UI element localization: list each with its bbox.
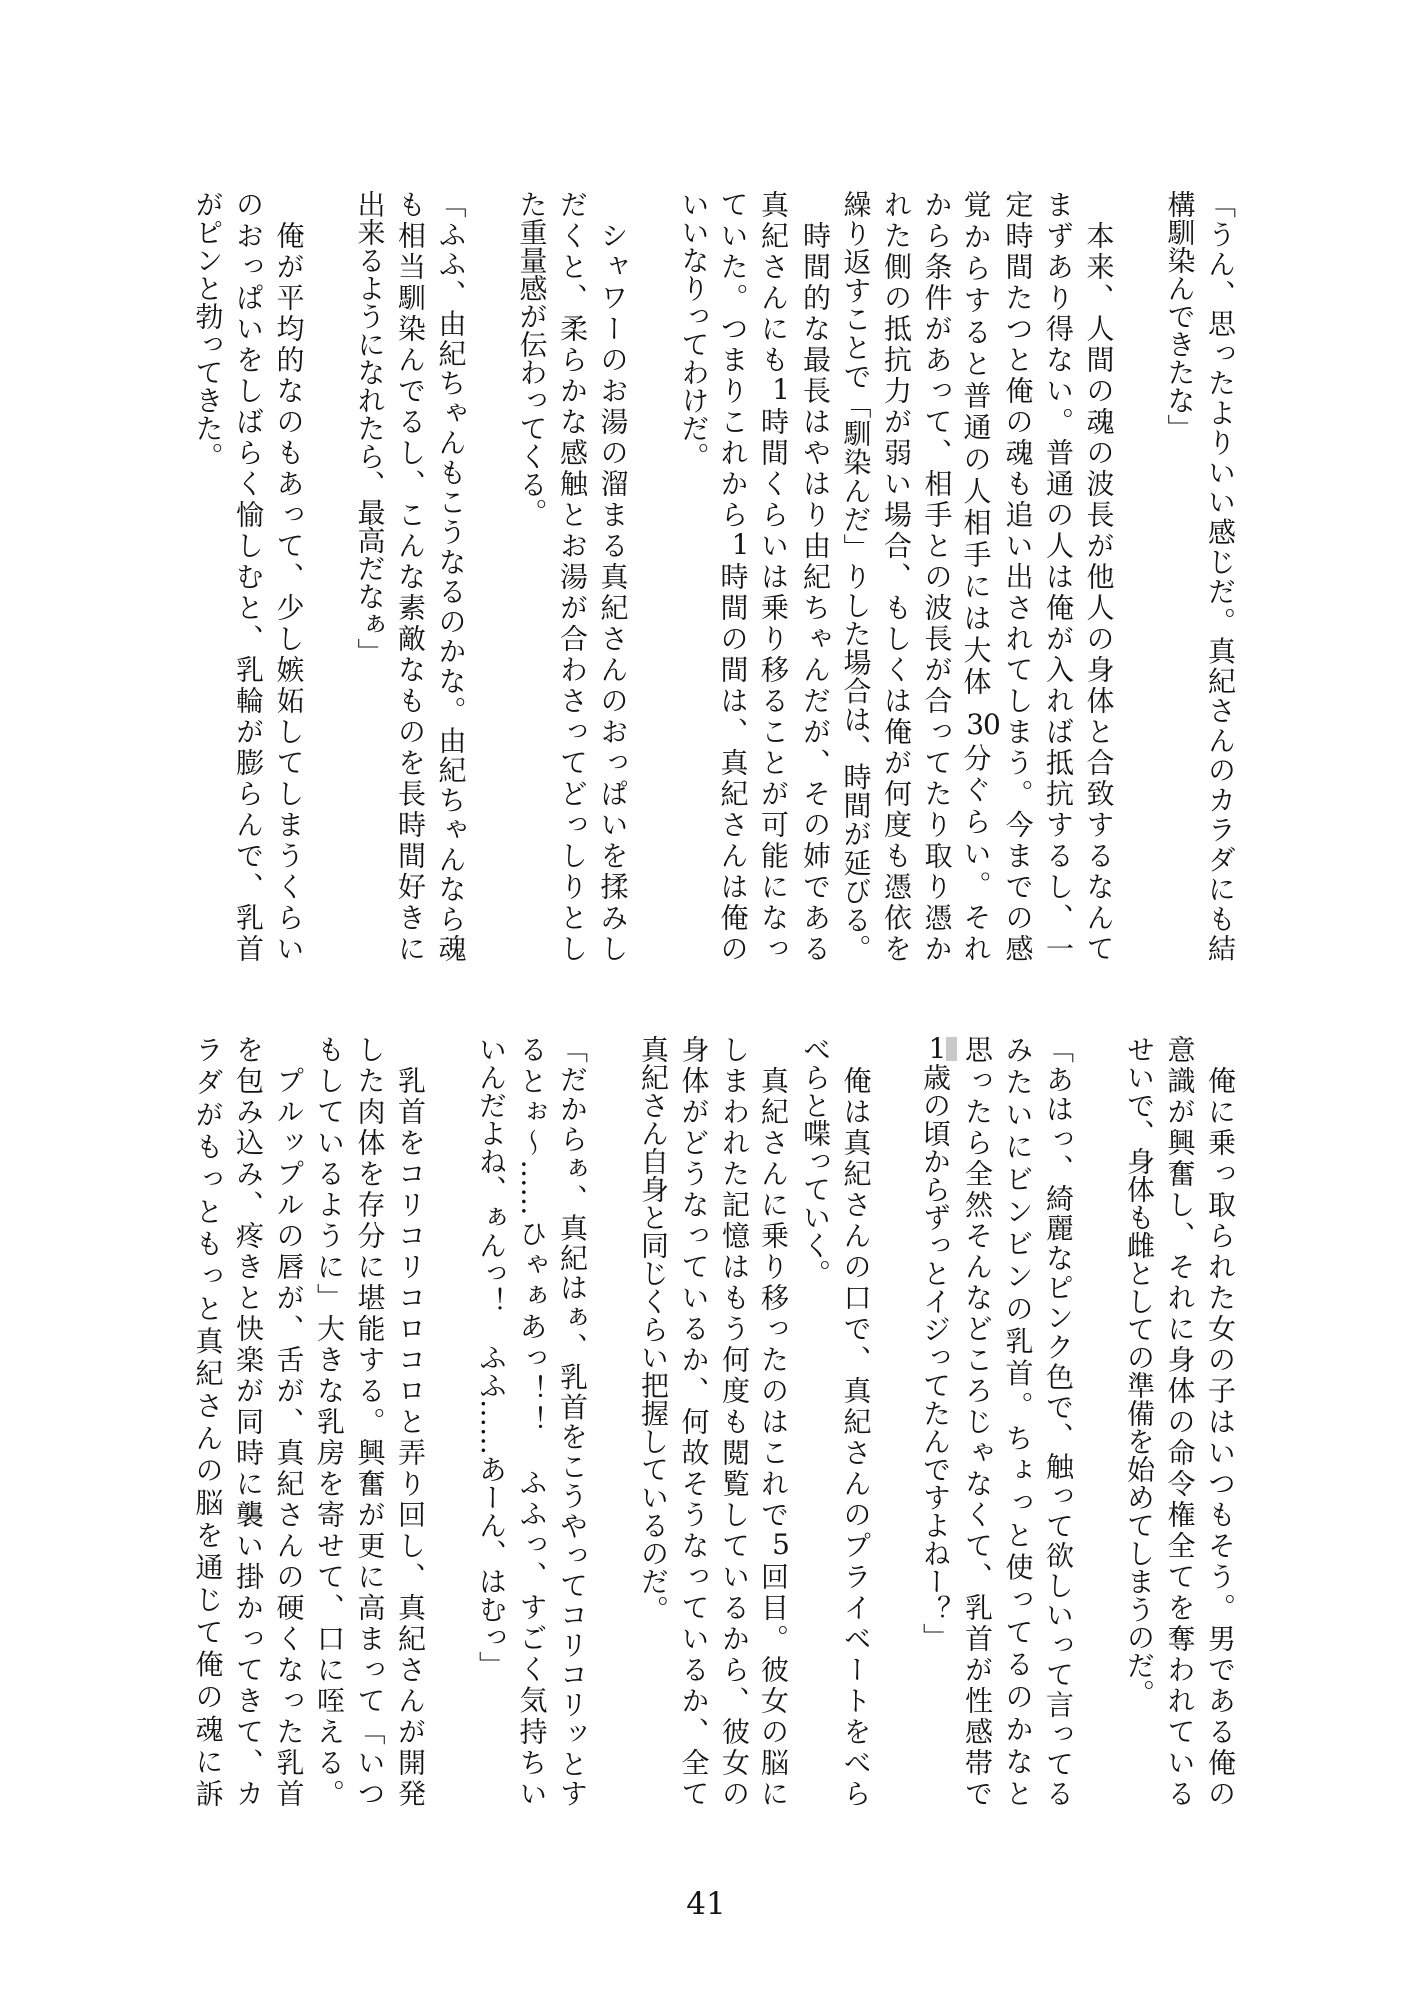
text-column: ていた。つまりこれから1時間の間は、真紀さんは俺の	[714, 190, 755, 962]
text-column: プルップルの唇が、舌が、真紀さんの硬くなった乳首	[272, 1035, 306, 1807]
text-column: 「うん、思ったよりいい感じだ。真紀さんのカラダにも結	[1204, 190, 1237, 962]
text-column: 「だからぁ、真紀はぁ、乳首をこうやってコリコリッとす	[556, 1035, 589, 1807]
text-column: 俺に乗っ取られた女の子はいつもそう。男である俺の	[1204, 1035, 1237, 1807]
text-column: 俺は真紀さんの口で、真紀さんのプライベートをべら	[839, 1035, 873, 1807]
text-column: 「あはっ、綺麗なピンク色で、触って欲しいって言ってる	[1042, 1035, 1075, 1807]
text-column: もしているように」大きな乳房を寄せて、口に咥える。	[313, 1035, 346, 1807]
blank-column	[633, 190, 674, 962]
blank-column	[309, 190, 350, 962]
text-column: 定時間たつと俺の魂も追い出されてしまう。今までの感	[1001, 190, 1035, 962]
redaction-box	[946, 1037, 956, 1061]
text-column: しまわれた記憶はもう何度も閲覧しているから、彼女の	[718, 1035, 751, 1807]
upright-numeral: 1	[929, 1035, 957, 1063]
text-column: 身体がどうなっているか、何故そうなっているか、全て	[677, 1035, 711, 1807]
text-column: まずあり得ない。普通の人は俺が入れば抵抗するし、一	[1042, 190, 1075, 962]
text-column: 繰り返すことで「馴染んだ」りした場合は、時間が延びる。	[839, 190, 873, 962]
text-column: 意識が興奮し、それに身体の命令権全てを奪われている	[1163, 1035, 1197, 1807]
text-column: 「ふふ、由紀ちゃんもこうなるのかな。由紀ちゃんなら魂	[434, 190, 468, 963]
text-column: を包み込み、疼きと快楽が同時に襲い掛かってきて、カ	[232, 1035, 265, 1807]
text-column: 俺が平均的なのもあって、少し嫉妬してしまうくらい	[272, 190, 306, 962]
text-column: 1 歳の頃からずっとイジってたんですよねー？」	[916, 1035, 957, 1807]
text-column: 真紀さん自身と同じくらい把握しているのだ。	[637, 1035, 670, 1623]
text-column: 思ったら全然そんなどころじゃなくて、乳首が性感帯で	[961, 1035, 994, 1807]
text-column: みたいにビンビンの乳首。ちょっと使ってるのかなと	[1001, 1035, 1035, 1807]
upright-numeral: 1	[731, 528, 749, 561]
text-column: ラダがもっともっと真紀さんの脳を通じて俺の魂に訴	[191, 1035, 225, 1808]
text-column: 出来るようになれたら、最高だなぁ」	[353, 190, 387, 666]
blank-column	[1119, 190, 1160, 962]
blank-column	[592, 1035, 633, 1807]
text-column: も相当馴染んでるし、こんな素敵なものを長時間好きに	[394, 190, 427, 962]
text-column: た重量感が伝わってくる。	[515, 190, 549, 526]
page-number: 41	[686, 1886, 726, 1922]
text-column: だくと、柔らかな感触とお湯が合わさってどっしりとし	[556, 190, 589, 962]
blank-column	[430, 1035, 471, 1807]
blank-column	[471, 190, 512, 962]
text-column: 真紀さんにも1時間くらいは乗り移ることが可能になっ	[754, 190, 795, 962]
upright-numeral: 1	[772, 373, 789, 406]
text-column: シャワーのお湯の溜まる真紀さんのおっぱいを揉みし	[596, 190, 630, 962]
text-block-top	[187, 190, 1240, 962]
text-column: 覚からすると普通の人相手には大体 30分ぐらい。それ	[959, 190, 1000, 963]
text-column: から条件があって、相手との波長が合ってたり取り憑か	[920, 190, 954, 962]
text-column: 本来、人間の魂の波長が他人の身体と合致するなんて	[1082, 190, 1116, 962]
text-column: 乳首をコリコリコロコロと弄り回し、真紀さんが開発	[394, 1035, 427, 1807]
text-column: のおっぱいをしばらく愉しむと、乳輪が膨らんで、乳首	[232, 190, 265, 962]
blank-column	[1078, 1035, 1119, 1807]
text-column: せいで、身体も雌としての準備を始めてしまうのだ。	[1123, 1035, 1156, 1707]
blank-column	[876, 1035, 917, 1807]
text-column: いんだよね、ぁんっ！ ふふ……あーん、はむっ」	[475, 1035, 508, 1679]
text-column: 真紀さんに乗り移ったのはこれで5回目。彼女の脳に	[754, 1035, 795, 1807]
text-column: いいなりってわけだ。	[677, 190, 711, 470]
text-column: 構馴染んできたな」	[1163, 190, 1197, 442]
upright-numeral: 5	[772, 1528, 789, 1561]
text-column: した肉体を存分に堪能する。興奮が更に高まって「いつ	[353, 1035, 387, 1807]
text-column: 時間的な最長はやはり由紀ちゃんだが、その姉である	[799, 190, 832, 962]
text-column: べらと喋っていく。	[799, 1035, 832, 1287]
text-block-bottom	[187, 1032, 1240, 1808]
text-column: がピンと勃ってきた。	[191, 190, 225, 470]
text-column: るとぉ〜……ひゃぁあっ！！ ふふっ、すごく気持ちい	[515, 1035, 549, 1807]
text-column: れた側の抵抗力が弱い場合、もしくは俺が何度も憑依を	[880, 190, 913, 962]
upright-numeral: 30	[966, 708, 1000, 742]
